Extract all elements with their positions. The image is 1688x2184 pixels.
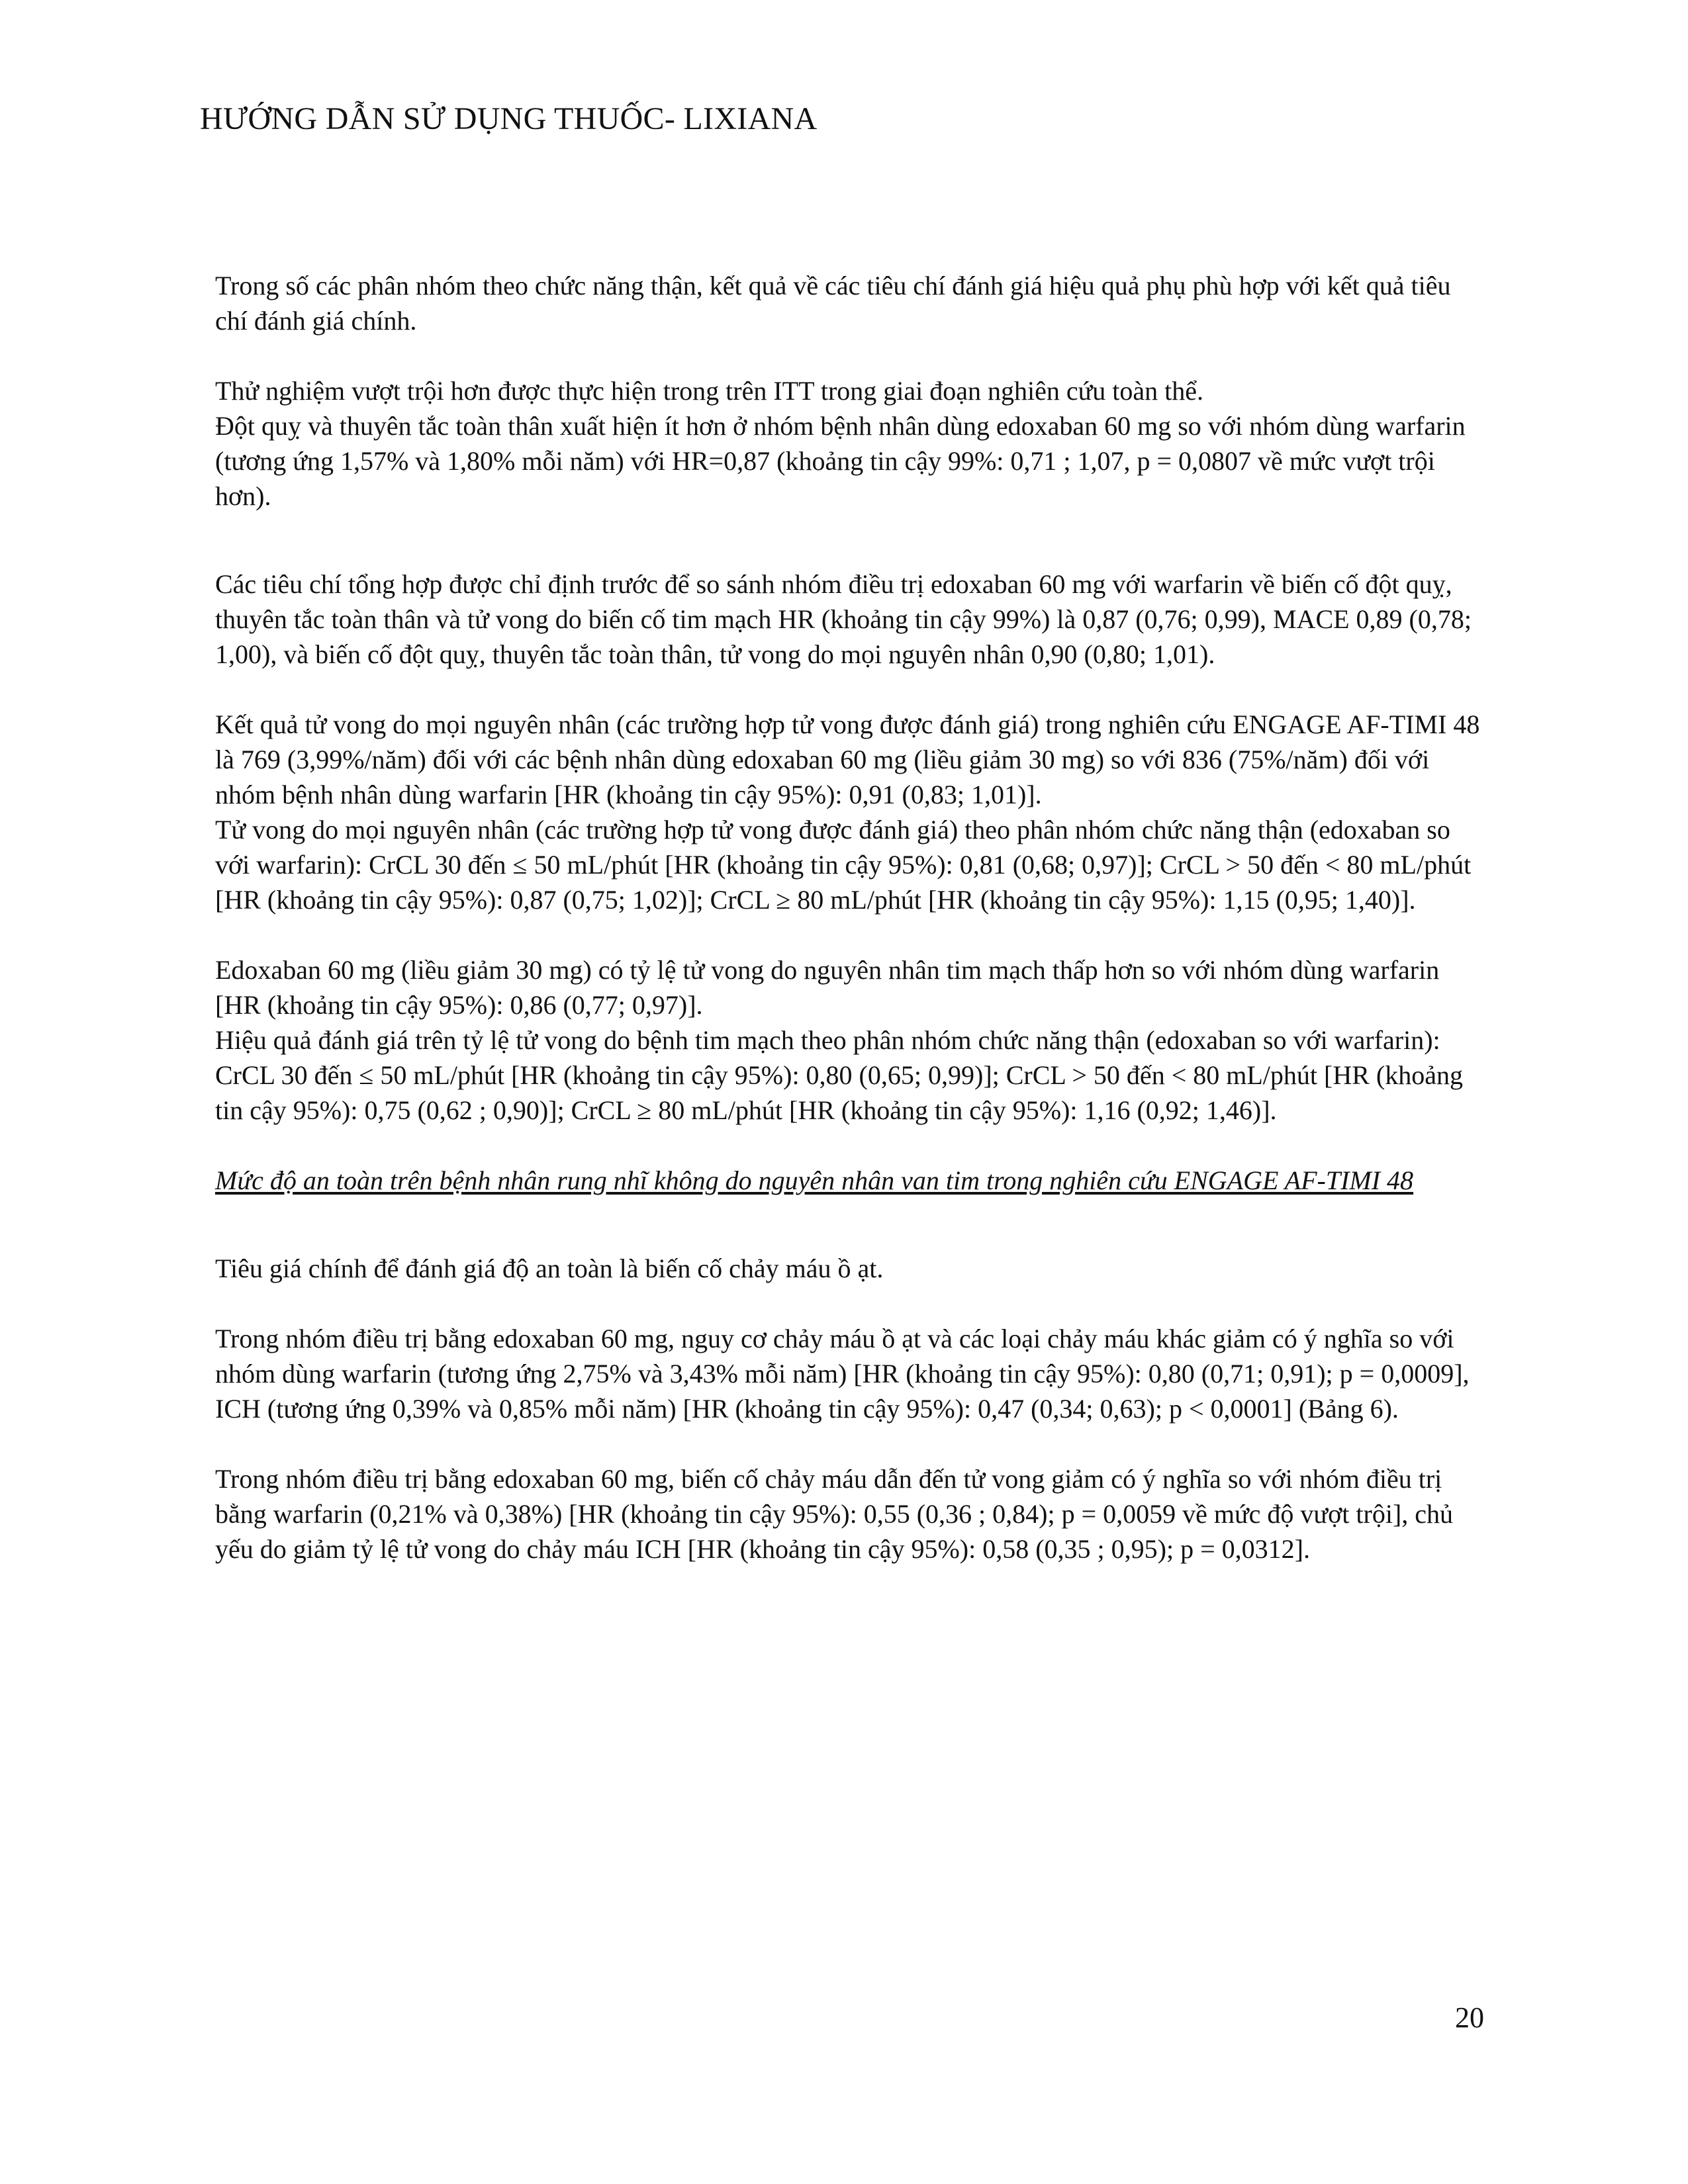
paragraph-spacer [215,1198,1486,1251]
paragraph-mortality-renal-subgroups: Tử vong do mọi nguyên nhân (các trường hợp tử vong được đánh giá) theo phân nhóm chức năng thận (edoxaban so với warfarin): CrCL 30 đến ≤ 50 mL/phút [HR (khoảng tin cậy 95%): 0,81 (0,68; 0,97)]; CrCL > 50 đến < 80 mL/phút [HR (khoảng tin cậy 95%): 0,87 (0,75; 1,02)]; CrCL ≥ 80 mL/phút [HR (khoảng tin cậy 95%): 1,15 (0,95; 1,40)]. [215,815,1472,915]
paragraph-cv-mortality-renal-subgroups: Hiệu quả đánh giá trên tỷ lệ tử vong do bệnh tim mạch theo phân nhóm chức năng thận (edoxaban so với warfarin): CrCL 30 đến ≤ 50 mL/phút [HR (khoảng tin cậy 95%): 0,80 (0,65; 0,99)]; CrCL > 50 đến < 80 mL/phút [HR (khoảng tin cậy 95%): 0,75 (0,62 ; 0,90)]; CrCL ≥ 80 mL/phút [HR (khoảng tin cậy 95%): 1,16 (0,92; 1,46)]. [215,1025,1463,1125]
paragraph-spacer [215,1426,1486,1461]
paragraph-all-cause-mortality: Kết quả tử vong do mọi nguyên nhân (các trường hợp tử vong được đánh giá) trong nghiên cứu ENGAGE AF-TIMI 48 là 769 (3,99%/năm) đối với các bệnh nhân dùng edoxaban 60 mg (liều giảm 30 mg) so với 836 (75%/năm) đối với nhóm bệnh nhân dùng warfarin [HR (khoảng tin cậy 95%): 0,91 (0,83; 1,01)]. [215,709,1480,809]
paragraph-fatal-bleeding: Trong nhóm điều trị bằng edoxaban 60 mg, biến cố chảy máu dẫn đến tử vong giảm có ý nghĩa so với nhóm điều trị bằng warfarin (0,21% và 0,38%) [HR (khoảng tin cậy 95%): 0,55 (0,36 ; 0,84); p = 0,0059 về mức độ vượt trội], chủ yếu do giảm tỷ lệ tử vong do chảy máu ICH [HR (khoảng tin cậy 95%): 0,58 (0,35 ; 0,95); p = 0,0312]. [215,1464,1453,1564]
paragraph-spacer [215,672,1486,707]
paragraph-spacer [215,917,1486,952]
page-number: 20 [1455,2001,1484,2034]
section-heading-safety: Mức độ an toàn trên bệnh nhân rung nhĩ không do nguyên nhân van tim trong nghiên cứu ENGAGE AF-TIMI 48 [215,1165,1414,1195]
paragraph-spacer [215,1128,1486,1163]
paragraph-major-bleeding: Trong nhóm điều trị bằng edoxaban 60 mg, nguy cơ chảy máu ồ ạt và các loại chảy máu khác giảm có ý nghĩa so với nhóm dùng warfarin (tương ứng 2,75% và 3,43% mỗi năm) [HR (khoảng tin cậy 95%): 0,80 (0,71; 0,91); p = 0,0009], ICH (tương ứng 0,39% và 0,85% mỗi năm) [HR (khoảng tin cậy 95%): 0,47 (0,34; 0,63); p < 0,0001] (Bảng 6). [215,1324,1470,1424]
paragraph-spacer [215,338,1486,373]
paragraph-renal-subgroups: Trong số các phân nhóm theo chức năng thận, kết quả về các tiêu chí đánh giá hiệu quả phụ phù hợp với kết quả tiêu chí đánh giá chính. [215,271,1451,336]
paragraph-stroke-embolism: Đột quỵ và thuyên tắc toàn thân xuất hiện ít hơn ở nhóm bệnh nhân dùng edoxaban 60 mg so với nhóm dùng warfarin (tương ứng 1,57% và 1,80% mỗi năm) với HR=0,87 (khoảng tin cậy 99%: 0,71 ; 1,07, p = 0,0807 về mức vượt trội hơn). [215,411,1466,511]
paragraph-cv-mortality: Edoxaban 60 mg (liều giảm 30 mg) có tỷ lệ tử vong do nguyên nhân tim mạch thấp hơn so với nhóm dùng warfarin [HR (khoảng tin cậy 95%): 0,86 (0,77; 0,97)]. [215,955,1440,1020]
paragraph-composite-endpoints: Các tiêu chí tổng hợp được chỉ định trước để so sánh nhóm điều trị edoxaban 60 mg với warfarin về biến cố đột quỵ, thuyên tắc toàn thân và tử vong do biến cố tim mạch HR (khoảng tin cậy 99%) là 0,87 (0,76; 0,99), MACE 0,89 (0,78; 1,00), và biến cố đột quỵ, thuyên tắc toàn thân, tử vong do mọi nguyên nhân 0,90 (0,80; 1,01). [215,569,1472,669]
document-header-title: HƯỚNG DẪN SỬ DỤNG THUỐC- LIXIANA [200,101,818,136]
document-body [215,268,1486,1567]
paragraph-spacer [215,1286,1486,1321]
paragraph-superiority-test: Thử nghiệm vượt trội hơn được thực hiện trong trên ITT trong giai đoạn nghiên cứu toàn thể. [215,376,1204,406]
paragraph-spacer [215,514,1486,567]
paragraph-primary-safety-endpoint: Tiêu giá chính để đánh giá độ an toàn là biến cố chảy máu ồ ạt. [215,1253,884,1283]
